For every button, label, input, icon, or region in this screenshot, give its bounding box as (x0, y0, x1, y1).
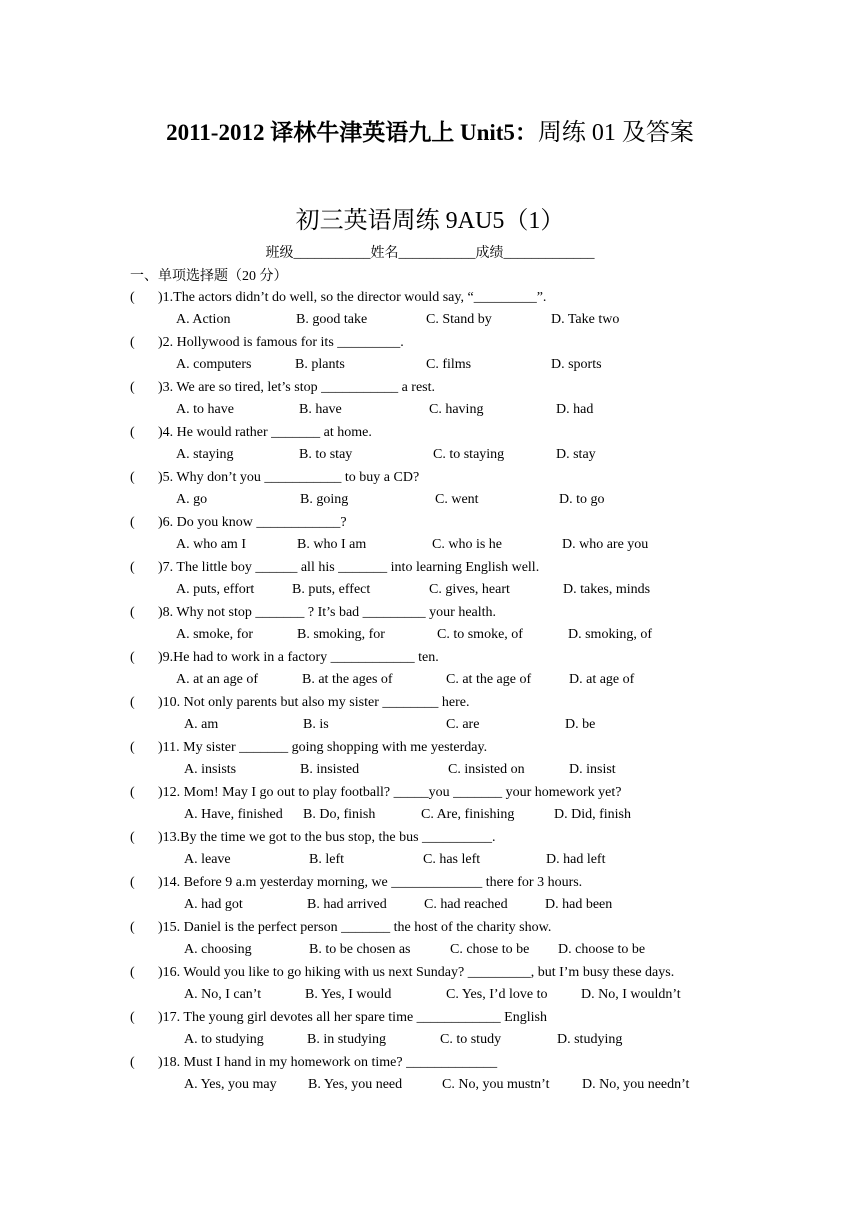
answer-paren: ( (130, 875, 135, 890)
option-c: C. went (435, 492, 479, 507)
question-stem: )10. Not only parents but also my sister ________ here. (158, 695, 470, 710)
option-d: D. Take two (551, 312, 620, 327)
option-row (0, 534, 860, 556)
option-b: B. at the ages of (302, 672, 393, 687)
question-item (0, 1052, 860, 1097)
question-stem: )3. We are so tired, let’s stop ___________ a rest. (158, 380, 436, 395)
option-d: D. No, you needn’t (582, 1077, 690, 1092)
question-item (0, 827, 860, 872)
option-row (0, 1029, 860, 1051)
question-item (0, 737, 860, 782)
question-item (0, 512, 860, 557)
option-row (0, 579, 860, 601)
option-d: D. stay (556, 447, 596, 462)
answer-paren: ( (130, 1010, 135, 1025)
document-title (0, 112, 860, 147)
option-row (0, 804, 860, 826)
question-item (0, 422, 860, 467)
answer-paren: ( (130, 695, 135, 710)
option-c: C. Stand by (426, 312, 492, 327)
option-d: D. had left (546, 852, 606, 867)
question-stem: )2. Hollywood is famous for its _________. (158, 335, 404, 350)
answer-paren: ( (130, 605, 135, 620)
option-a: A. insists (184, 762, 237, 777)
question-item (0, 692, 860, 737)
option-row (0, 489, 860, 511)
answer-paren: ( (130, 515, 135, 530)
question-stem: )11. My sister _______ going shopping with me yesterday. (158, 740, 488, 755)
answer-paren: ( (130, 380, 135, 395)
option-a: A. who am I (176, 537, 246, 552)
option-c: C. who is he (432, 537, 502, 552)
question-stem: )14. Before 9 a.m yesterday morning, we _____________ there for 3 hours. (158, 875, 583, 890)
document-title-main: 2011-2012 译林牛津英语九上 Unit5： (166, 120, 538, 145)
question-item (0, 287, 860, 332)
option-b: B. in studying (307, 1032, 386, 1047)
option-b: B. Do, finish (303, 807, 376, 822)
option-a: A. smoke, for (176, 627, 253, 642)
option-d: D. Did, finish (554, 807, 631, 822)
option-d: D. be (565, 717, 596, 732)
option-b: B. smoking, for (297, 627, 385, 642)
option-a: A. at an age of (176, 672, 259, 687)
option-b: B. going (300, 492, 349, 507)
option-row (0, 759, 860, 781)
question-item (0, 917, 860, 962)
answer-paren: ( (130, 470, 135, 485)
answer-paren: ( (130, 785, 135, 800)
option-b: B. have (299, 402, 342, 417)
option-c: C. are (446, 717, 480, 732)
question-item (0, 467, 860, 512)
question-item (0, 557, 860, 602)
question-stem: )8. Why not stop _______ ? It’s bad _________ your health. (158, 605, 497, 620)
question-stem: )5. Why don’t you ___________ to buy a CD? (158, 470, 420, 485)
option-a: A. had got (184, 897, 243, 912)
option-a: A. No, I can’t (184, 987, 262, 1002)
question-stem: )7. The little boy ______ all his _______ into learning English well. (158, 560, 540, 575)
document-title-tail: 周练 01 及答案 (537, 120, 694, 146)
option-c: C. had reached (424, 897, 508, 912)
option-a: A. computers (176, 357, 252, 372)
option-d: D. to go (559, 492, 605, 507)
question-stem: )13.By the time we got to the bus stop, the bus __________. (158, 830, 496, 845)
answer-paren: ( (130, 560, 135, 575)
option-a: A. choosing (184, 942, 252, 957)
question-item (0, 1007, 860, 1052)
option-b: B. puts, effect (292, 582, 371, 597)
worksheet-subtitle: 初三英语周练 9AU5（1） (295, 208, 565, 234)
question-stem: )1.The actors didn’t do well, so the director would say, “_________”. (158, 290, 547, 305)
option-a: A. to have (176, 402, 234, 417)
question-item (0, 602, 860, 647)
option-a: A. Action (176, 312, 231, 327)
answer-paren: ( (130, 920, 135, 935)
option-b: B. good take (296, 312, 368, 327)
answer-paren: ( (130, 830, 135, 845)
option-a: A. staying (176, 447, 234, 462)
option-c: C. having (429, 402, 484, 417)
option-row (0, 444, 860, 466)
question-stem: )12. Mom! May I go out to play football? _____you _______ your homework yet? (158, 785, 622, 800)
option-b: B. to be chosen as (309, 942, 411, 957)
question-item (0, 647, 860, 692)
question-stem: )18. Must I hand in my homework on time? _____________ (158, 1055, 498, 1070)
option-d: D. who are you (562, 537, 649, 552)
option-c: C. Are, finishing (421, 807, 515, 822)
option-d: D. No, I wouldn’t (581, 987, 681, 1002)
question-stem: )17. The young girl devotes all her spare time ____________ English (158, 1010, 547, 1025)
option-d: D. smoking, of (568, 627, 652, 642)
question-item (0, 872, 860, 917)
section-heading: 一、单项选择题（20 分） (130, 269, 288, 284)
option-b: B. to stay (299, 447, 353, 462)
option-row (0, 399, 860, 421)
option-row (0, 984, 860, 1006)
question-item (0, 332, 860, 377)
option-row (0, 309, 860, 331)
student-info-line: 班级___________姓名___________成绩_____________ (265, 246, 595, 261)
option-d: D. studying (557, 1032, 623, 1047)
question-stem: )4. He would rather _______ at home. (158, 425, 372, 440)
question-item (0, 377, 860, 422)
option-b: B. plants (295, 357, 345, 372)
answer-paren: ( (130, 650, 135, 665)
option-c: C. gives, heart (429, 582, 510, 597)
option-b: B. insisted (300, 762, 360, 777)
option-row (0, 849, 860, 871)
option-row (0, 939, 860, 961)
option-row (0, 624, 860, 646)
answer-paren: ( (130, 290, 135, 305)
option-a: A. Have, finished (184, 807, 283, 822)
answer-paren: ( (130, 740, 135, 755)
option-b: B. Yes, I would (305, 987, 392, 1002)
option-c: C. has left (423, 852, 481, 867)
option-a: A. am (184, 717, 219, 732)
option-d: D. choose to be (558, 942, 646, 957)
option-a: A. Yes, you may (184, 1077, 277, 1092)
option-c: C. No, you mustn’t (442, 1077, 550, 1092)
option-c: C. insisted on (448, 762, 525, 777)
option-row (0, 354, 860, 376)
option-row (0, 1074, 860, 1096)
option-row (0, 669, 860, 691)
question-stem: )15. Daniel is the perfect person _______ the host of the charity show. (158, 920, 552, 935)
question-stem: )9.He had to work in a factory ____________ ten. (158, 650, 439, 665)
option-d: D. takes, minds (563, 582, 651, 597)
question-stem: )16. Would you like to go hiking with us next Sunday? _________, but I’m busy these days. (158, 965, 675, 980)
option-b: B. had arrived (307, 897, 387, 912)
question-stem: )6. Do you know ____________? (158, 515, 347, 530)
option-d: D. insist (569, 762, 616, 777)
option-b: B. Yes, you need (308, 1077, 403, 1092)
option-a: A. to studying (184, 1032, 264, 1047)
option-d: D. had been (545, 897, 613, 912)
option-a: A. puts, effort (176, 582, 255, 597)
question-list (0, 287, 860, 1097)
question-item (0, 782, 860, 827)
answer-paren: ( (130, 1055, 135, 1070)
answer-paren: ( (130, 425, 135, 440)
option-c: C. to study (440, 1032, 502, 1047)
option-c: C. Yes, I’d love to (446, 987, 548, 1002)
option-c: C. to staying (433, 447, 505, 462)
option-b: B. who I am (297, 537, 367, 552)
option-c: C. chose to be (450, 942, 530, 957)
option-d: D. had (556, 402, 594, 417)
answer-paren: ( (130, 335, 135, 350)
option-b: B. left (309, 852, 344, 867)
option-a: A. go (176, 492, 208, 507)
option-c: C. to smoke, of (437, 627, 523, 642)
option-row (0, 894, 860, 916)
option-a: A. leave (184, 852, 231, 867)
question-item (0, 962, 860, 1007)
option-d: D. at age of (569, 672, 635, 687)
answer-paren: ( (130, 965, 135, 980)
option-c: C. films (426, 357, 472, 372)
option-b: B. is (303, 717, 329, 732)
option-d: D. sports (551, 357, 602, 372)
option-c: C. at the age of (446, 672, 532, 687)
option-row (0, 714, 860, 736)
